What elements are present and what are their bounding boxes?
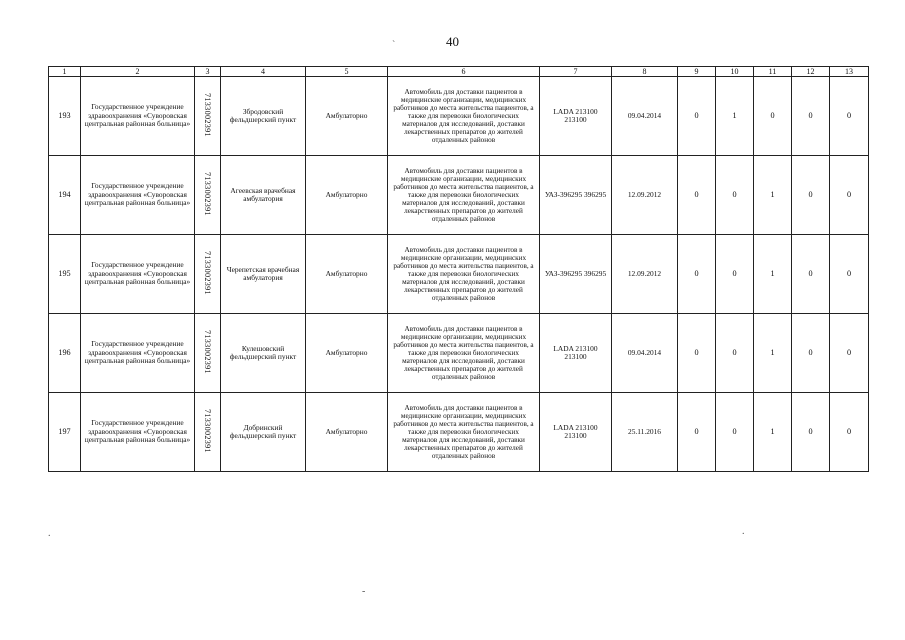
col-12-value: 0 xyxy=(792,393,830,472)
column-number: 7 xyxy=(540,67,612,77)
unit-name: Збродовский фельдшерский пункт xyxy=(221,77,306,156)
row-number: 193 xyxy=(49,77,81,156)
col-13-value: 0 xyxy=(830,77,869,156)
col-12-value: 0 xyxy=(792,235,830,314)
organization-name: Государственное учреждение здравоохранения «Суворовская центральная районная больница» xyxy=(81,235,195,314)
col-11-value: 1 xyxy=(754,156,792,235)
table-row xyxy=(49,235,869,314)
column-number: 9 xyxy=(678,67,716,77)
vehicle-purpose: Автомобиль для доставки пациентов в медицинские организации, медицинских работников до места жительства пациентов, а также для перевозки биологических материалов для исследований, доставки лекарственных препаратов до жителей отдаленных районов xyxy=(388,77,540,156)
col-10-value: 0 xyxy=(716,393,754,472)
organization-code: 7133002391 xyxy=(203,92,213,137)
table-row xyxy=(49,156,869,235)
column-number: 10 xyxy=(716,67,754,77)
col-9-value: 0 xyxy=(678,314,716,393)
row-number: 197 xyxy=(49,393,81,472)
organization-name: Государственное учреждение здравоохранения «Суворовская центральная районная больница» xyxy=(81,156,195,235)
col-13-value: 0 xyxy=(830,156,869,235)
scan-mark: - xyxy=(362,586,366,597)
care-type: Амбулаторно xyxy=(306,235,388,314)
date: 12.09.2012 xyxy=(612,235,678,314)
vehicle-model: УАЗ-396295 396295 xyxy=(540,156,612,235)
organization-code-cell xyxy=(195,314,221,393)
date: 12.09.2012 xyxy=(612,156,678,235)
col-11-value: 0 xyxy=(754,77,792,156)
care-type: Амбулаторно xyxy=(306,314,388,393)
organization-name: Государственное учреждение здравоохранения «Суворовская центральная районная больница» xyxy=(81,77,195,156)
care-type: Амбулаторно xyxy=(306,393,388,472)
col-12-value: 0 xyxy=(792,77,830,156)
col-12-value: 0 xyxy=(792,314,830,393)
vehicle-model: LADA 213100 213100 xyxy=(540,314,612,393)
col-9-value: 0 xyxy=(678,235,716,314)
col-10-value: 0 xyxy=(716,156,754,235)
column-number: 6 xyxy=(388,67,540,77)
vehicle-purpose: Автомобиль для доставки пациентов в медицинские организации, медицинских работников до места жительства пациентов, а также для перевозки биологических материалов для исследований, доставки лекарственных препаратов до жителей отдаленных районов xyxy=(388,314,540,393)
organization-code-cell xyxy=(195,77,221,156)
date: 09.04.2014 xyxy=(612,314,678,393)
vehicle-model: УАЗ-396295 396295 xyxy=(540,235,612,314)
organization-code: 7133002391 xyxy=(203,250,213,295)
scan-mark: . xyxy=(742,526,745,537)
unit-name: Черепетская врачебная амбулатория xyxy=(221,235,306,314)
column-number: 1 xyxy=(49,67,81,77)
column-number: 3 xyxy=(195,67,221,77)
col-9-value: 0 xyxy=(678,77,716,156)
col-10-value: 0 xyxy=(716,235,754,314)
date: 09.04.2014 xyxy=(612,77,678,156)
row-number: 194 xyxy=(49,156,81,235)
column-number: 12 xyxy=(792,67,830,77)
vehicle-purpose: Автомобиль для доставки пациентов в медицинские организации, медицинских работников до места жительства пациентов, а также для перевозки биологических материалов для исследований, доставки лекарственных препаратов до жителей отдаленных районов xyxy=(388,235,540,314)
column-number: 13 xyxy=(830,67,869,77)
col-13-value: 0 xyxy=(830,314,869,393)
unit-name: Добринский фельдшерский пункт xyxy=(221,393,306,472)
col-10-value: 0 xyxy=(716,314,754,393)
table-row xyxy=(49,314,869,393)
col-10-value: 1 xyxy=(716,77,754,156)
table-row xyxy=(49,77,869,156)
unit-name: Кулешовский фельдшерский пункт xyxy=(221,314,306,393)
organization-code: 7133002391 xyxy=(203,329,213,374)
vehicle-model: LADA 213100 213100 xyxy=(540,77,612,156)
date: 25.11.2016 xyxy=(612,393,678,472)
col-9-value: 0 xyxy=(678,393,716,472)
register-table xyxy=(48,66,869,472)
organization-code-cell xyxy=(195,393,221,472)
page-number: 40 xyxy=(446,34,459,49)
col-13-value: 0 xyxy=(830,393,869,472)
organization-name: Государственное учреждение здравоохранения «Суворовская центральная районная больница» xyxy=(81,393,195,472)
column-number: 4 xyxy=(221,67,306,77)
col-11-value: 1 xyxy=(754,235,792,314)
col-12-value: 0 xyxy=(792,156,830,235)
row-number: 195 xyxy=(49,235,81,314)
vehicle-purpose: Автомобиль для доставки пациентов в медицинские организации, медицинских работников до места жительства пациентов, а также для перевозки биологических материалов для исследований, доставки лекарственных препаратов до жителей отдаленных районов xyxy=(388,156,540,235)
organization-code: 7133002391 xyxy=(203,171,213,216)
organization-code: 7133002391 xyxy=(203,408,213,453)
table-row xyxy=(49,393,869,472)
vehicle-model: LADA 213100 213100 xyxy=(540,393,612,472)
column-number: 2 xyxy=(81,67,195,77)
organization-code-cell xyxy=(195,156,221,235)
organization-code-cell xyxy=(195,235,221,314)
row-number: 196 xyxy=(49,314,81,393)
col-13-value: 0 xyxy=(830,235,869,314)
column-number: 5 xyxy=(306,67,388,77)
vehicle-purpose: Автомобиль для доставки пациентов в медицинские организации, медицинских работников до места жительства пациентов, а также для перевозки биологических материалов для исследований, доставки лекарственных препаратов до жителей отдаленных районов xyxy=(388,393,540,472)
care-type: Амбулаторно xyxy=(306,156,388,235)
col-9-value: 0 xyxy=(678,156,716,235)
scan-mark: ` xyxy=(392,40,396,51)
column-number: 11 xyxy=(754,67,792,77)
organization-name: Государственное учреждение здравоохранения «Суворовская центральная районная больница» xyxy=(81,314,195,393)
col-11-value: 1 xyxy=(754,314,792,393)
col-11-value: 1 xyxy=(754,393,792,472)
column-number-row xyxy=(49,67,869,77)
scan-mark: . xyxy=(48,528,51,539)
column-number: 8 xyxy=(612,67,678,77)
care-type: Амбулаторно xyxy=(306,77,388,156)
unit-name: Агеевская врачебная амбулатория xyxy=(221,156,306,235)
